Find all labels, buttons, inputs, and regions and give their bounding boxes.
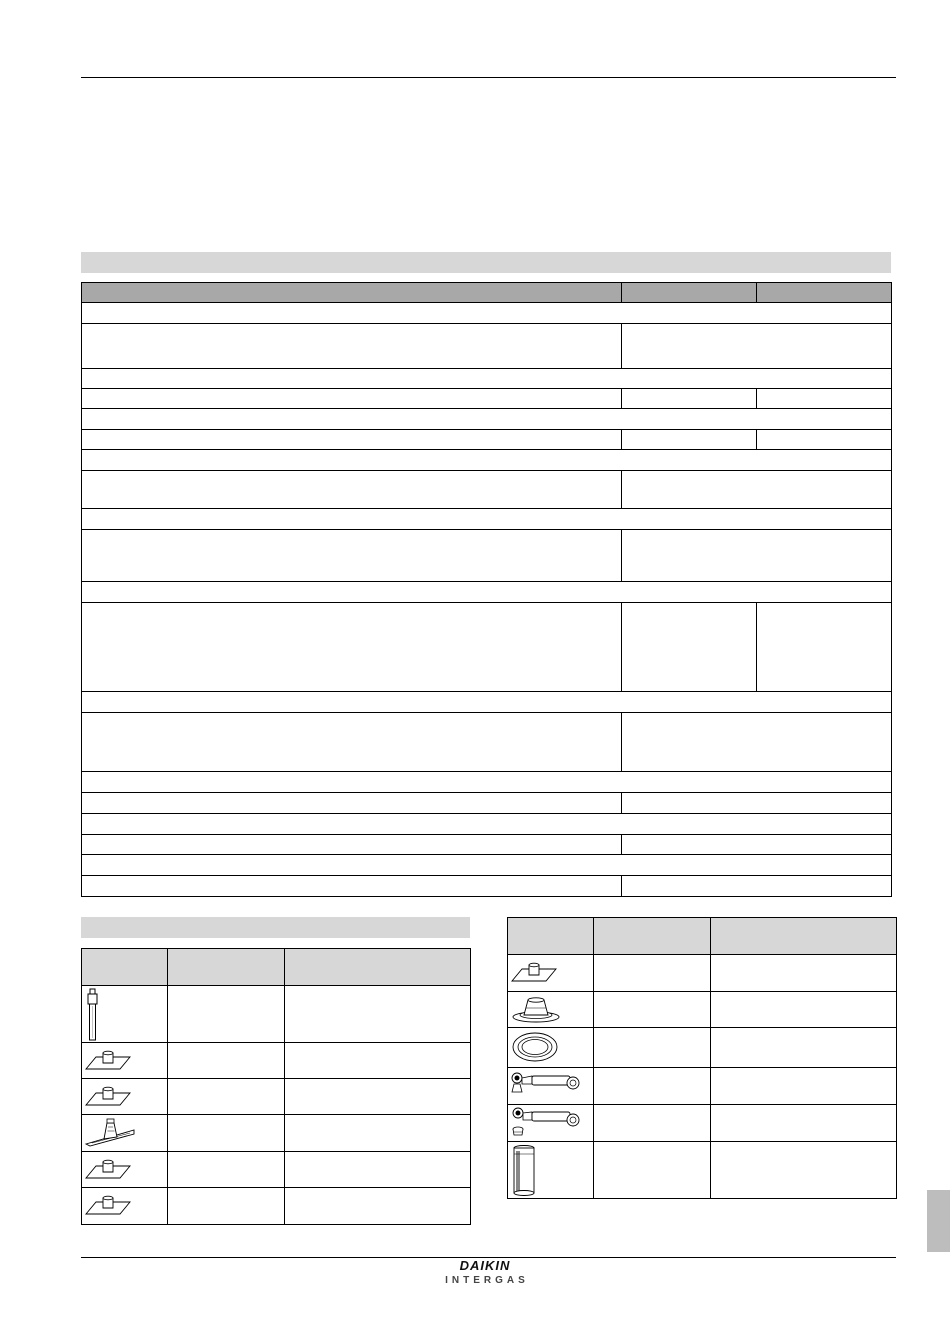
table-row [508, 1068, 897, 1105]
image-cell [82, 1079, 168, 1115]
table-cell [285, 1188, 471, 1225]
chapter-tab-marker [927, 1190, 950, 1252]
spec-row [81, 529, 892, 582]
spec-row [81, 792, 892, 814]
table-cell [168, 1043, 285, 1079]
table-cell [711, 1068, 897, 1105]
image-cell [508, 1028, 594, 1068]
table-cell [621, 323, 892, 369]
table-cell [81, 449, 892, 471]
accessories-table-left [81, 948, 471, 1225]
table-cell [81, 834, 622, 855]
header-cell [711, 918, 897, 955]
spec-group-row [81, 408, 892, 430]
table-cell [81, 691, 892, 713]
table-cell [168, 1115, 285, 1152]
spec-row [81, 712, 892, 772]
image-cell [82, 1188, 168, 1225]
table-cell [81, 529, 622, 582]
spec-group-row [81, 508, 892, 530]
spec-group-row [81, 302, 892, 324]
table-cell [81, 875, 622, 897]
image-cell [508, 1142, 594, 1199]
table-cell [285, 986, 471, 1043]
table-cell [594, 1105, 711, 1142]
table-cell [285, 1152, 471, 1188]
table-cell [621, 712, 892, 772]
image-cell [508, 1068, 594, 1105]
table-row [82, 1079, 471, 1115]
spec-row [81, 875, 892, 897]
sub-brand-logo: INTERGAS [445, 1275, 529, 1286]
table-cell [594, 1028, 711, 1068]
spec-row [81, 470, 892, 509]
table-cell [621, 388, 757, 409]
table-cell [621, 834, 892, 855]
table-row [82, 986, 471, 1043]
table-cell [81, 602, 622, 692]
table-cell [711, 1028, 897, 1068]
table-cell [285, 1079, 471, 1115]
table-cell [594, 1142, 711, 1199]
table-cell [621, 875, 892, 897]
table-cell [711, 1142, 897, 1199]
image-cell [82, 1043, 168, 1079]
table-row [82, 1115, 471, 1152]
image-cell [508, 992, 594, 1028]
table-cell [285, 1115, 471, 1152]
table-cell [81, 508, 892, 530]
spec-row [81, 429, 892, 450]
table-cell [285, 1043, 471, 1079]
table-cell [81, 792, 622, 814]
brand-logo: DAIKIN [459, 1258, 511, 1273]
spec-group-row [81, 691, 892, 713]
table-row [508, 1028, 897, 1068]
spec-row [81, 834, 892, 855]
table-cell [711, 992, 897, 1028]
image-cell [82, 1152, 168, 1188]
spec-row [81, 602, 892, 692]
header-cell [82, 949, 168, 986]
header-cell [594, 918, 711, 955]
spec-group-row [81, 581, 892, 603]
table-cell [81, 470, 622, 509]
accessories-heading-band [81, 917, 470, 938]
accessories-header-row [508, 918, 897, 955]
table-cell [81, 323, 622, 369]
table-cell [81, 302, 892, 324]
table-row [508, 1142, 897, 1199]
spec-group-row [81, 813, 892, 835]
table-cell [621, 792, 892, 814]
spec-row [81, 323, 892, 369]
table-cell [81, 429, 622, 450]
table-cell [168, 986, 285, 1043]
section-heading-band [81, 252, 891, 273]
table-row [82, 1043, 471, 1079]
table-cell [81, 408, 892, 430]
table-cell [621, 529, 892, 582]
table-cell [756, 388, 892, 409]
table-cell [81, 581, 892, 603]
table-cell [168, 1079, 285, 1115]
table-cell [81, 368, 892, 389]
table-row [508, 1105, 897, 1142]
table-cell [168, 1152, 285, 1188]
header-rule [81, 77, 896, 78]
accessories-table-right [507, 917, 897, 1199]
table-row [508, 955, 897, 992]
spec-row [81, 388, 892, 409]
spec-group-row [81, 368, 892, 389]
spec-header-cell [621, 282, 757, 303]
table-cell [81, 813, 892, 835]
spec-header-cell [756, 282, 892, 303]
table-row [82, 1152, 471, 1188]
spec-header-cell [81, 282, 622, 303]
image-cell [508, 1105, 594, 1142]
header-cell [168, 949, 285, 986]
table-cell [621, 602, 757, 692]
image-cell [508, 955, 594, 992]
accessories-header-row [82, 949, 471, 986]
image-cell [82, 1115, 168, 1152]
spec-group-row [81, 854, 892, 876]
table-cell [756, 602, 892, 692]
header-cell [508, 918, 594, 955]
table-cell [594, 955, 711, 992]
table-cell [81, 712, 622, 772]
spec-group-row [81, 449, 892, 471]
table-cell [711, 1105, 897, 1142]
table-cell [81, 854, 892, 876]
spec-group-row [81, 771, 892, 793]
header-cell [285, 949, 471, 986]
table-cell [711, 955, 897, 992]
table-cell [81, 771, 892, 793]
table-cell [594, 1068, 711, 1105]
spec-header-row [81, 282, 892, 303]
image-cell [82, 986, 168, 1043]
table-cell [756, 429, 892, 450]
table-row [508, 992, 897, 1028]
table-cell [81, 388, 622, 409]
table-cell [594, 992, 711, 1028]
table-cell [168, 1188, 285, 1225]
table-cell [621, 429, 757, 450]
table-cell [621, 470, 892, 509]
table-row [82, 1188, 471, 1225]
